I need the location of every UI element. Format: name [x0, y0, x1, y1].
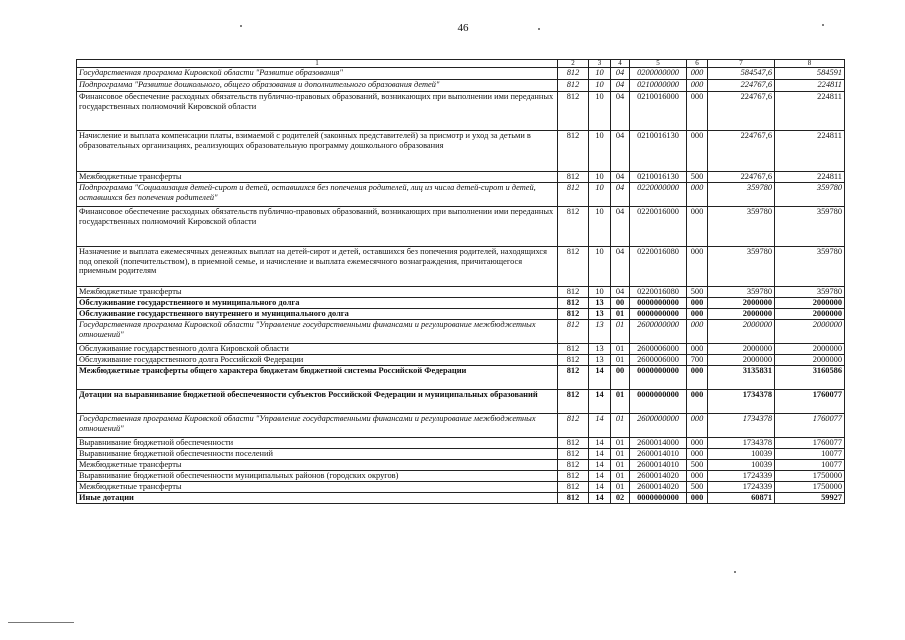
ministry-code: 812	[558, 449, 589, 460]
ministry-code: 812	[558, 390, 589, 414]
row-name: Обслуживание государственного долга Кировской области	[77, 344, 558, 355]
table-row	[77, 438, 845, 449]
amount-year-2: 224811	[775, 80, 845, 92]
expense-type-code: 000	[687, 344, 708, 355]
table-row	[77, 247, 845, 287]
expense-type-code: 000	[687, 471, 708, 482]
amount-year-1: 2000000	[708, 355, 775, 366]
section-code: 14	[589, 449, 611, 460]
page-number: 46	[457, 22, 469, 34]
target-article-code: 2600000000	[630, 320, 687, 344]
ministry-code: 812	[558, 482, 589, 493]
amount-year-1: 1734378	[708, 390, 775, 414]
subsection-code: 02	[611, 493, 630, 504]
target-article-code: 0210016000	[630, 92, 687, 131]
subsection-code: 01	[611, 471, 630, 482]
subsection-code: 04	[611, 183, 630, 207]
amount-year-2: 2000000	[775, 355, 845, 366]
table-row	[77, 414, 845, 438]
amount-year-1: 2000000	[708, 298, 775, 309]
amount-year-1: 1724339	[708, 482, 775, 493]
amount-year-2: 584591	[775, 68, 845, 80]
row-name: Государственная программа Кировской области "Управление государственными финансами и регулирование межбюджетных отношений"	[77, 414, 558, 438]
amount-year-1: 1734378	[708, 414, 775, 438]
expense-type-code: 000	[687, 390, 708, 414]
row-name: Выравнивание бюджетной обеспеченности	[77, 438, 558, 449]
section-code: 14	[589, 438, 611, 449]
table-row	[77, 298, 845, 309]
section-code: 14	[589, 390, 611, 414]
section-code: 14	[589, 493, 611, 504]
column-number: 2	[558, 60, 589, 68]
table-row	[77, 172, 845, 183]
table-row	[77, 390, 845, 414]
target-article-code: 0220016080	[630, 287, 687, 298]
expense-type-code: 000	[687, 92, 708, 131]
row-name: Межбюджетные трансферты общего характера бюджетам бюджетной системы Российской Федерации	[77, 366, 558, 390]
section-code: 10	[589, 131, 611, 172]
expense-type-code: 000	[687, 414, 708, 438]
expense-type-code: 000	[687, 68, 708, 80]
subsection-code: 04	[611, 92, 630, 131]
table-row	[77, 449, 845, 460]
amount-year-1: 224767,6	[708, 80, 775, 92]
column-number: 8	[775, 60, 845, 68]
table-row	[77, 287, 845, 298]
scan-speck	[538, 28, 540, 30]
table-row	[77, 183, 845, 207]
ministry-code: 812	[558, 438, 589, 449]
expense-type-code: 000	[687, 80, 708, 92]
target-article-code: 0000000000	[630, 493, 687, 504]
row-name: Обслуживание государственного и муниципального долга	[77, 298, 558, 309]
subsection-code: 01	[611, 460, 630, 471]
column-number: 3	[589, 60, 611, 68]
section-code: 14	[589, 366, 611, 390]
amount-year-1: 2000000	[708, 320, 775, 344]
ministry-code: 812	[558, 247, 589, 287]
expense-type-code: 700	[687, 355, 708, 366]
amount-year-2: 359780	[775, 183, 845, 207]
table-row	[77, 366, 845, 390]
expense-type-code: 000	[687, 298, 708, 309]
amount-year-2: 2000000	[775, 344, 845, 355]
section-code: 13	[589, 355, 611, 366]
target-article-code: 2600014020	[630, 471, 687, 482]
ministry-code: 812	[558, 471, 589, 482]
ministry-code: 812	[558, 172, 589, 183]
row-name: Финансовое обеспечение расходных обязательств публично-правовых образований, возникающих при выполнении ими переданных государственных полномочий Кировской области	[77, 92, 558, 131]
subsection-code: 01	[611, 390, 630, 414]
table-row	[77, 92, 845, 131]
section-code: 10	[589, 80, 611, 92]
amount-year-1: 359780	[708, 183, 775, 207]
amount-year-2: 2000000	[775, 298, 845, 309]
subsection-code: 01	[611, 482, 630, 493]
target-article-code: 2600014010	[630, 449, 687, 460]
target-article-code: 2600014020	[630, 482, 687, 493]
subsection-code: 04	[611, 172, 630, 183]
row-name: Государственная программа Кировской области "Управление государственными финансами и регулирование межбюджетных отношений"	[77, 320, 558, 344]
table-row	[77, 68, 845, 80]
section-code: 14	[589, 471, 611, 482]
table-row	[77, 131, 845, 172]
ministry-code: 812	[558, 183, 589, 207]
amount-year-2: 224811	[775, 131, 845, 172]
row-name: Подпрограмма "Социализация детей-сирот и детей, оставшихся без попечения родителей, лиц из числа детей-сирот и детей, оставшихся без попечения родителей"	[77, 183, 558, 207]
target-article-code: 0000000000	[630, 309, 687, 320]
row-name: Межбюджетные трансферты	[77, 172, 558, 183]
subsection-code: 01	[611, 355, 630, 366]
expense-type-code: 000	[687, 320, 708, 344]
expense-type-code: 000	[687, 131, 708, 172]
amount-year-2: 224811	[775, 172, 845, 183]
target-article-code: 2600006000	[630, 355, 687, 366]
section-code: 10	[589, 92, 611, 131]
amount-year-2: 359780	[775, 207, 845, 247]
amount-year-1: 1724339	[708, 471, 775, 482]
row-name: Выравнивание бюджетной обеспеченности муниципальных районов (городских округов)	[77, 471, 558, 482]
row-name: Выравнивание бюджетной обеспеченности поселений	[77, 449, 558, 460]
expense-type-code: 000	[687, 247, 708, 287]
amount-year-2: 1760077	[775, 438, 845, 449]
amount-year-2: 10077	[775, 460, 845, 471]
table-row	[77, 207, 845, 247]
section-code: 14	[589, 414, 611, 438]
ministry-code: 812	[558, 309, 589, 320]
subsection-code: 04	[611, 80, 630, 92]
expense-type-code: 500	[687, 460, 708, 471]
column-number: 6	[687, 60, 708, 68]
scan-speck	[822, 24, 824, 26]
target-article-code: 0210016130	[630, 172, 687, 183]
target-article-code: 0220016000	[630, 207, 687, 247]
subsection-code: 01	[611, 309, 630, 320]
subsection-code: 01	[611, 344, 630, 355]
column-number: 1	[77, 60, 558, 68]
target-article-code: 0200000000	[630, 68, 687, 80]
amount-year-2: 359780	[775, 247, 845, 287]
subsection-code: 00	[611, 298, 630, 309]
amount-year-1: 1734378	[708, 438, 775, 449]
column-number: 7	[708, 60, 775, 68]
target-article-code: 0000000000	[630, 298, 687, 309]
budget-table	[76, 59, 845, 504]
amount-year-1: 359780	[708, 207, 775, 247]
target-article-code: 0210016130	[630, 131, 687, 172]
target-article-code: 2600006000	[630, 344, 687, 355]
amount-year-2: 1750000	[775, 471, 845, 482]
amount-year-2: 224811	[775, 92, 845, 131]
section-code: 13	[589, 344, 611, 355]
section-code: 13	[589, 309, 611, 320]
section-code: 10	[589, 68, 611, 80]
column-number: 4	[611, 60, 630, 68]
expense-type-code: 000	[687, 207, 708, 247]
row-name: Подпрограмма "Развитие дошкольного, общего образования и дополнительного образования детей"	[77, 80, 558, 92]
target-article-code: 2600014010	[630, 460, 687, 471]
table-row	[77, 309, 845, 320]
amount-year-1: 359780	[708, 287, 775, 298]
target-article-code: 0220016080	[630, 247, 687, 287]
ministry-code: 812	[558, 414, 589, 438]
table-row	[77, 344, 845, 355]
expense-type-code: 000	[687, 438, 708, 449]
expense-type-code: 000	[687, 493, 708, 504]
amount-year-1: 224767,6	[708, 92, 775, 131]
subsection-code: 04	[611, 68, 630, 80]
subsection-code: 01	[611, 438, 630, 449]
section-code: 10	[589, 183, 611, 207]
section-code: 10	[589, 172, 611, 183]
row-name: Межбюджетные трансферты	[77, 287, 558, 298]
target-article-code: 0000000000	[630, 390, 687, 414]
section-code: 10	[589, 287, 611, 298]
target-article-code: 0220000000	[630, 183, 687, 207]
amount-year-2: 59927	[775, 493, 845, 504]
row-name: Финансовое обеспечение расходных обязательств публично-правовых образований, возникающих при выполнении ими переданных государственных полномочий Кировской области	[77, 207, 558, 247]
ministry-code: 812	[558, 131, 589, 172]
scan-speck	[240, 25, 242, 27]
ministry-code: 812	[558, 298, 589, 309]
ministry-code: 812	[558, 460, 589, 471]
table-row	[77, 460, 845, 471]
amount-year-1: 2000000	[708, 344, 775, 355]
ministry-code: 812	[558, 493, 589, 504]
ministry-code: 812	[558, 366, 589, 390]
amount-year-2: 10077	[775, 449, 845, 460]
amount-year-1: 10039	[708, 449, 775, 460]
section-code: 10	[589, 207, 611, 247]
amount-year-1: 359780	[708, 247, 775, 287]
ministry-code: 812	[558, 80, 589, 92]
section-code: 14	[589, 482, 611, 493]
amount-year-1: 224767,6	[708, 172, 775, 183]
ministry-code: 812	[558, 344, 589, 355]
scan-speck	[734, 571, 736, 573]
table-row	[77, 355, 845, 366]
row-name: Межбюджетные трансферты	[77, 482, 558, 493]
expense-type-code: 000	[687, 449, 708, 460]
amount-year-1: 224767,6	[708, 131, 775, 172]
amount-year-1: 60871	[708, 493, 775, 504]
subsection-code: 01	[611, 449, 630, 460]
column-number: 5	[630, 60, 687, 68]
ministry-code: 812	[558, 207, 589, 247]
column-number-row	[77, 60, 845, 68]
section-code: 13	[589, 298, 611, 309]
ministry-code: 812	[558, 287, 589, 298]
amount-year-2: 1760077	[775, 390, 845, 414]
amount-year-1: 3135831	[708, 366, 775, 390]
ministry-code: 812	[558, 355, 589, 366]
table-row	[77, 80, 845, 92]
amount-year-1: 584547,6	[708, 68, 775, 80]
amount-year-2: 2000000	[775, 309, 845, 320]
ministry-code: 812	[558, 320, 589, 344]
subsection-code: 01	[611, 414, 630, 438]
amount-year-2: 1750000	[775, 482, 845, 493]
row-name: Государственная программа Кировской области "Развитие образования"	[77, 68, 558, 80]
expense-type-code: 000	[687, 309, 708, 320]
row-name: Начисление и выплата компенсации платы, взимаемой с родителей (законных представителей) за присмотр и уход за детьми в образовательных организациях, реализующих образовательную программу дошкольного образования	[77, 131, 558, 172]
table-row	[77, 471, 845, 482]
expense-type-code: 500	[687, 482, 708, 493]
subsection-code: 04	[611, 287, 630, 298]
amount-year-2: 359780	[775, 287, 845, 298]
row-name: Обслуживание государственного долга Российской Федерации	[77, 355, 558, 366]
section-code: 14	[589, 460, 611, 471]
subsection-code: 04	[611, 207, 630, 247]
subsection-code: 04	[611, 247, 630, 287]
amount-year-1: 10039	[708, 460, 775, 471]
target-article-code: 2600000000	[630, 414, 687, 438]
expense-type-code: 500	[687, 287, 708, 298]
expense-type-code: 000	[687, 366, 708, 390]
subsection-code: 00	[611, 366, 630, 390]
row-name: Дотации на выравнивание бюджетной обеспеченности субъектов Российской Федерации и муниципальных образований	[77, 390, 558, 414]
table-row	[77, 482, 845, 493]
target-article-code: 0210000000	[630, 80, 687, 92]
amount-year-2: 3160586	[775, 366, 845, 390]
expense-type-code: 000	[687, 183, 708, 207]
ministry-code: 812	[558, 68, 589, 80]
ministry-code: 812	[558, 92, 589, 131]
subsection-code: 04	[611, 131, 630, 172]
table-row	[77, 320, 845, 344]
amount-year-2: 1760077	[775, 414, 845, 438]
amount-year-1: 2000000	[708, 309, 775, 320]
row-name: Назначение и выплата ежемесячных денежных выплат на детей-сирот и детей, оставшихся без попечения родителей, находящихся под опекой (попечительством), в приемной семье, и начисление и выплата ежемесячного вознаграждения, причитающегося приемным родителям	[77, 247, 558, 287]
amount-year-2: 2000000	[775, 320, 845, 344]
subsection-code: 01	[611, 320, 630, 344]
row-name: Межбюджетные трансферты	[77, 460, 558, 471]
table-row	[77, 493, 845, 504]
section-code: 10	[589, 247, 611, 287]
expense-type-code: 500	[687, 172, 708, 183]
section-code: 13	[589, 320, 611, 344]
row-name: Обслуживание государственного внутреннего и муниципального долга	[77, 309, 558, 320]
footer-line	[8, 622, 74, 623]
target-article-code: 0000000000	[630, 366, 687, 390]
target-article-code: 2600014000	[630, 438, 687, 449]
row-name: Иные дотации	[77, 493, 558, 504]
